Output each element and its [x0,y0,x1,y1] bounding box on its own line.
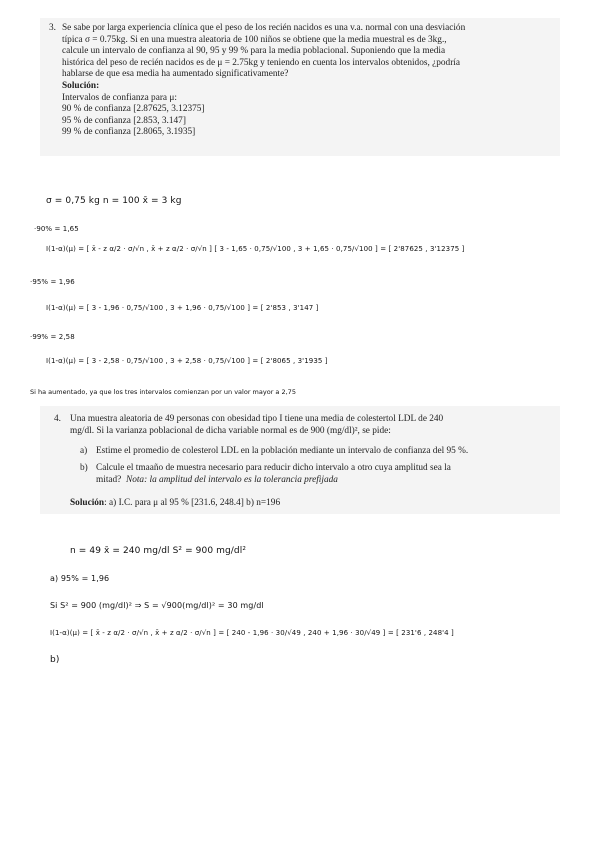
item-a-label: a) [80,446,88,456]
hw3-ic-99: I(1-α)(μ) = [ 3 - 2,58 · 0,75/√100 , 3 + 2,58 · 0,75/√100 ] = [ 2'8065 , 3'1935 ] [46,357,328,365]
problem-4-solution-label: Solución [70,498,105,508]
problem-3-block [40,18,560,156]
problem-4-solution-text: : a) I.C. para μ al 95 % [231.6, 248.4] b) n=196 [104,498,281,508]
hw3-given: σ = 0,75 kg n = 100 x̄ = 3 kg [46,196,182,206]
interval-95: 95 % de confianza [2.853, 3.147] [62,115,186,126]
problem-3-number: 3. [49,23,56,33]
hw4-b-label: b) [50,655,60,665]
item-b-line-2: mitad? [96,475,122,485]
hw4-given: n = 49 x̄ = 240 mg/dl S² = 900 mg/dl² [70,546,247,556]
problem-4-line-2: mg/dl. Si la varianza poblacional de dicha variable normal es de 900 (mg/dl)², se pide: [70,426,391,436]
hw3-ic-95: I(1-α)(μ) = [ 3 - 1,96 · 0,75/√100 , 3 + 1,96 · 0,75/√100 ] = [ 2'853 , 3'147 ] [46,304,319,312]
problem-3-line-4: histórica del peso de recién nacidos es de μ = 2.75kg y teniendo en cuenta los intervalos obtenidos, ¿podría [62,57,461,68]
hw4-a-ic: I(1-α)(μ) = [ x̄ - z α/2 · σ/√n , x̄ + z α/2 · σ/√n ] = [ 240 - 1,96 · 30/√49 , 240 + 1,96 · 30/√49 ] = [ 231'6 , 248'4 ] [50,629,454,637]
hw3-ic-90: I(1-α)(μ) = [ x̄ - z α/2 · σ/√n , x̄ + z α/2 · σ/√n ] [ 3 - 1,65 · 0,75/√100 , 3 + 1,65 · 0,75/√100 ] = [ 2'87625 , 3'12375 ] [46,245,465,253]
problem-3-line-5: hablarse de que esa media ha aumentado significativamente? [62,69,289,80]
item-b-label: b) [80,463,88,473]
hw4-a-level: a) 95% = 1,96 [50,574,110,583]
problem-3-solution-intro: Intervalos de confianza para μ: [62,92,177,103]
item-b-line-1: Calcule el tmaaño de muestra necesario para reducir dicho intervalo a otro cuya amplitud sea la [96,463,451,473]
interval-99: 99 % de confianza [2.8065, 3.1935] [62,127,196,138]
problem-4-solution [70,498,280,510]
problem-3-solution-label: Solución: [62,81,100,91]
item-b-note: Nota: la amplitud del intervalo es la tolerancia prefijada [126,475,338,485]
hw3-level-90: ·90% = 1,65 [34,225,79,233]
interval-90: 90 % de confianza [2.87625, 3.12375] [62,104,205,115]
hw4-a-sigma: Si S² = 900 (mg/dl)² ⇒ S = √900(mg/dl)² = 30 mg/dl [50,601,264,610]
problem-4-block [40,406,560,514]
hw3-level-99: ·99% = 2,58 [30,333,75,341]
problem-4-line-1: Una muestra aleatoria de 49 personas con obesidad tipo I tiene una media de colestertol LDL de 240 [70,414,444,424]
problem-4-number: 4. [54,414,61,424]
problem-3-line-2: típica σ = 0.75kg. Si en una muestra aleatoria de 100 niños se obtiene que la media muestral es de 3kg., [62,34,447,45]
hw3-conclusion: Si ha aumentado, ya que los tres intervalos comienzan por un valor mayor a 2,75 [30,388,296,396]
problem-3-line-1: Se sabe por larga experiencia clínica que el peso de los recién nacidos es una v.a. normal con una desviación [62,23,466,33]
hw3-level-95: ·95% = 1,96 [30,278,75,286]
item-a-text: Estime el promedio de colesterol LDL en la población mediante un intervalo de confianza del 95 %. [96,446,469,456]
problem-3-line-3: calcule un intervalo de confianza al 90, 95 y 99 % para la media poblacional. Suponiendo que la media [62,46,446,57]
